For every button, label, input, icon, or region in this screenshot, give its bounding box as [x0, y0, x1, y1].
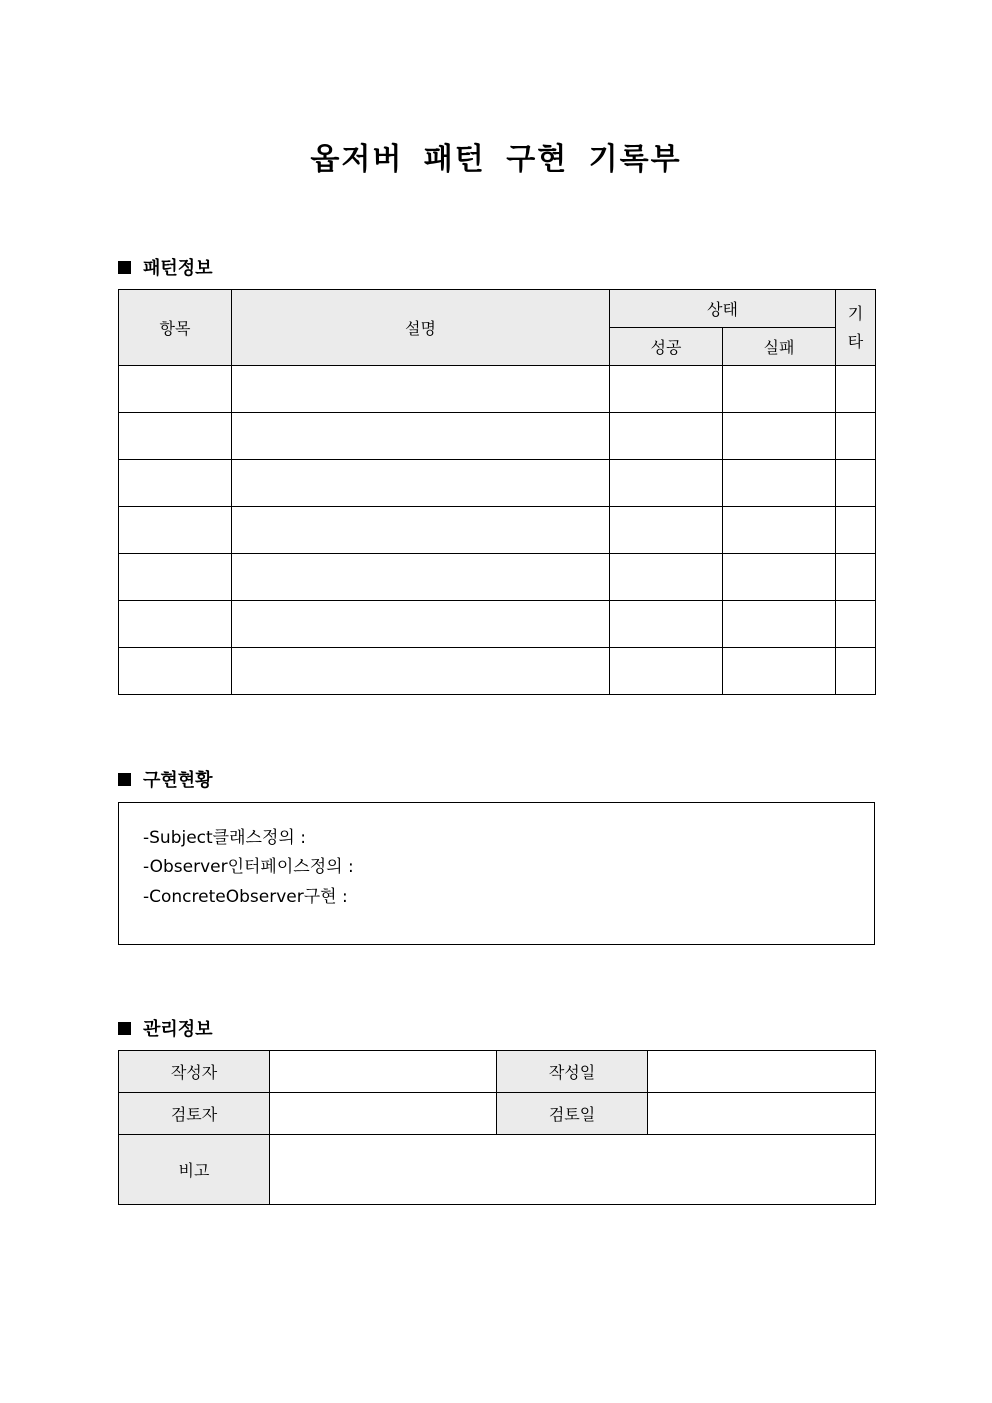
table-row — [119, 1093, 876, 1135]
other-cell[interactable] — [836, 366, 876, 413]
review-date-field[interactable] — [648, 1093, 876, 1135]
description-cell[interactable] — [232, 554, 610, 601]
review-date-label: 검토일 — [497, 1093, 648, 1135]
success-cell[interactable] — [610, 460, 723, 507]
other-cell[interactable] — [836, 413, 876, 460]
success-cell[interactable] — [610, 601, 723, 648]
table-row — [119, 507, 876, 554]
item-cell[interactable] — [119, 507, 232, 554]
remarks-label: 비고 — [119, 1135, 270, 1205]
implementation-status-box[interactable] — [118, 802, 875, 945]
written-date-label: 작성일 — [497, 1051, 648, 1093]
other-cell[interactable] — [836, 507, 876, 554]
item-cell[interactable] — [119, 554, 232, 601]
failure-cell[interactable] — [723, 366, 836, 413]
success-cell[interactable] — [610, 413, 723, 460]
section-heading-label: 구현현황 — [143, 770, 213, 791]
table-row — [119, 366, 876, 413]
item-cell[interactable] — [119, 366, 232, 413]
square-bullet-icon — [118, 1022, 131, 1035]
table-row — [119, 460, 876, 507]
column-header-item: 항목 — [119, 290, 232, 366]
column-header-status: 상태 — [610, 290, 836, 328]
failure-cell[interactable] — [723, 507, 836, 554]
description-cell[interactable] — [232, 648, 610, 695]
table-row — [119, 1135, 876, 1205]
column-header-failure: 실패 — [723, 328, 836, 366]
description-cell[interactable] — [232, 413, 610, 460]
table-row — [119, 554, 876, 601]
author-field[interactable] — [270, 1051, 497, 1093]
failure-cell[interactable] — [723, 460, 836, 507]
column-header-other-line2: 타 — [847, 331, 864, 351]
column-header-other — [836, 290, 876, 366]
success-cell[interactable] — [610, 366, 723, 413]
failure-cell[interactable] — [723, 554, 836, 601]
column-header-description: 설명 — [232, 290, 610, 366]
table-row — [119, 601, 876, 648]
column-header-success: 성공 — [610, 328, 723, 366]
success-cell[interactable] — [610, 648, 723, 695]
table-row — [119, 648, 876, 695]
item-cell[interactable] — [119, 460, 232, 507]
other-cell[interactable] — [836, 648, 876, 695]
remarks-field[interactable] — [270, 1135, 876, 1205]
failure-cell[interactable] — [723, 648, 836, 695]
written-date-field[interactable] — [648, 1051, 876, 1093]
other-cell[interactable] — [836, 554, 876, 601]
square-bullet-icon — [118, 261, 131, 274]
document-title: 옵저버 패턴 구현 기록부 — [310, 142, 682, 177]
section-heading-management-info — [118, 1015, 213, 1041]
column-header-other-line1: 기 — [847, 303, 864, 323]
section-heading-label: 패턴정보 — [143, 258, 213, 279]
section-heading-implementation-status — [118, 766, 213, 792]
other-cell[interactable] — [836, 601, 876, 648]
concrete-observer-implementation-line: -ConcreteObserver구현 : — [143, 887, 348, 907]
success-cell[interactable] — [610, 554, 723, 601]
section-heading-pattern-info — [118, 254, 213, 280]
description-cell[interactable] — [232, 507, 610, 554]
table-row — [119, 1051, 876, 1093]
other-cell[interactable] — [836, 460, 876, 507]
author-label: 작성자 — [119, 1051, 270, 1093]
success-cell[interactable] — [610, 507, 723, 554]
description-cell[interactable] — [232, 460, 610, 507]
failure-cell[interactable] — [723, 601, 836, 648]
reviewer-field[interactable] — [270, 1093, 497, 1135]
section-heading-label: 관리정보 — [143, 1019, 213, 1040]
description-cell[interactable] — [232, 366, 610, 413]
item-cell[interactable] — [119, 413, 232, 460]
observer-interface-definition-line: -Observer인터페이스정의 : — [143, 857, 354, 877]
item-cell[interactable] — [119, 601, 232, 648]
square-bullet-icon — [118, 773, 131, 786]
subject-class-definition-line: -Subject클래스정의 : — [143, 828, 306, 848]
reviewer-label: 검토자 — [119, 1093, 270, 1135]
table-row — [119, 413, 876, 460]
failure-cell[interactable] — [723, 413, 836, 460]
management-info-table — [118, 1050, 876, 1205]
item-cell[interactable] — [119, 648, 232, 695]
description-cell[interactable] — [232, 601, 610, 648]
pattern-info-table — [118, 289, 876, 695]
